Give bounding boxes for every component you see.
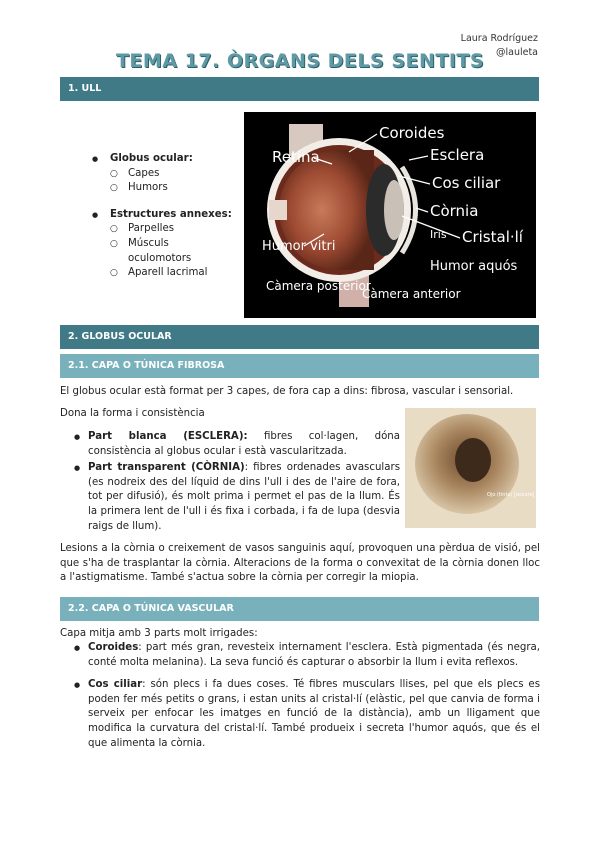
fibrosa-forma: Dona la forma i consistència xyxy=(60,408,205,419)
diagram-label: Humor aquós xyxy=(430,259,518,274)
outline-globus: ● Globus ocular: ○ Capes ○ Humors xyxy=(90,152,240,196)
section-ull: 1. ULL xyxy=(60,77,539,101)
page-title: TEMA 17. ÒRGANS DELS SENTITS xyxy=(115,50,485,72)
fibrosa-list xyxy=(60,430,400,536)
author-name: Laura Rodríguez xyxy=(460,33,538,44)
section-globus: 2. GLOBUS OCULAR xyxy=(60,325,539,349)
eye-diagram xyxy=(244,112,536,318)
outline-item: ○ Aparell lacrimal xyxy=(110,266,240,281)
section-vascular: 2.2. CAPA O TÚNICA VASCULAR xyxy=(60,597,539,621)
section-fibrosa: 2.1. CAPA O TÚNICA FIBROSA xyxy=(60,354,539,378)
outline-item: ○ Humors xyxy=(110,181,240,196)
lens-shape xyxy=(384,180,404,240)
vascular-intro: Capa mitja amb 3 parts molt irrigades: xyxy=(60,628,258,639)
fibrosa-intro: El globus ocular està format per 3 capes, de fora cap a dins: fibrosa, vascular i sensorial. xyxy=(60,386,514,397)
diagram-label: Cos ciliar xyxy=(432,174,501,192)
diagram-label: Iris xyxy=(430,228,447,241)
diagram-label: Humor vitri xyxy=(262,239,336,254)
list-item: ● Coroides: part més gran, revesteix internament l'esclera. Està pigmentada (és negra, conté molta melanina). La seva funció és capturar o absorbir la llum i evita reflexos. xyxy=(60,641,540,670)
diagram-label: Retina xyxy=(272,148,320,166)
photo-caption: Ojo (tinta) [oscuro] xyxy=(487,492,535,498)
diagram-label: Coroides xyxy=(379,124,445,142)
outline-item: ○ Capes xyxy=(110,167,240,182)
eye-photo xyxy=(405,408,536,528)
outline-item: ○ Parpelles xyxy=(110,222,240,237)
diagram-label: Esclera xyxy=(430,146,485,164)
diagram-label: Cristal·lí xyxy=(462,228,523,246)
outline-item: ○ Músculs oculomotors xyxy=(110,237,208,266)
diagram-label: Còrnia xyxy=(430,202,479,220)
diagram-label: Càmera posterior xyxy=(266,279,371,293)
diagram-label: Càmera anterior xyxy=(362,287,461,301)
list-item: ● Part blanca (ESCLERA): fibres col·lagen, dóna consistència al globus ocular i està vascularitzada. xyxy=(60,430,400,459)
author-handle: @lauleta xyxy=(495,47,538,58)
list-item: ● Cos ciliar: són plecs i fa dues coses. Té fibres musculars llises, pel que els plecs es poden fer més petits o grans, i estan units al cristal·lí (elàstic, pel que canvia de forma i serveix per enfocar les imatges en funció de la distància), amb un lligament que modifica la curvatura del cristal·lí. També produeix i secreta l'humor aquós, que és el que alimenta la còrnia. xyxy=(60,678,540,751)
outline-annexes: ● Estructures annexes: ○ Parpelles ○ Músculs oculomotors ○ Aparell lacrimal xyxy=(90,208,240,281)
outline xyxy=(90,152,240,281)
fibrosa-lesions: Lesions a la còrnia o creixement de vasos sanguinis aquí, provoquen una pèrdua de visió, pel que s'ha de trasplantar la còrnia. Alteracions de la forma o convexitat de la còrnia donen lloc a l'astigmatisme. També s'actua sobre la còrnia per corregir la miopia. xyxy=(60,543,540,584)
list-item: ● Part transparent (CÒRNIA): fibres ordenades avasculars (es nodreix des del líquid de dins l'ull i des de l'aire de fora, tot per difusió), és molt prima i permet el pas de la llum. És la primera lent de l'ull i és fixa i corbada, i fa de lupa (desvia raigs de llum). xyxy=(60,461,400,534)
vascular-list xyxy=(60,641,540,753)
